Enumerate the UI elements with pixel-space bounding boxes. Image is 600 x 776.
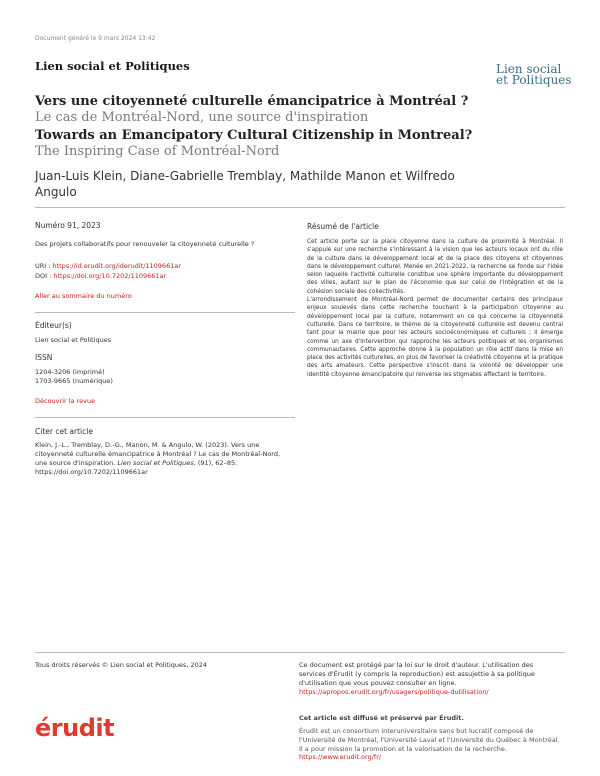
cite-label: Citer cet article <box>35 427 93 436</box>
logo-line-1: Lien social <box>496 62 562 76</box>
issn-digital: 1703-9665 (numérique) <box>35 377 113 385</box>
issue-title: Des projets collaboratifs pour renouveler la citoyenneté culturelle ? <box>35 240 255 248</box>
issue-number: Numéro 91, 2023 <box>35 221 101 230</box>
subtitle-en: The Inspiring Case of Montréal-Nord <box>35 144 280 159</box>
publisher-label: Éditeur(s) <box>35 321 72 330</box>
subtitle-fr: Le cas de Montréal-Nord, une source d'inspiration <box>35 110 369 125</box>
doi-line <box>35 272 166 281</box>
discover-link[interactable]: Découvrir la revue <box>35 397 96 405</box>
rights: Tous droits réservés © Lien social et Politiques, 2024 <box>35 661 208 669</box>
journal-logo <box>496 64 572 86</box>
uri-line <box>35 262 181 271</box>
cite-text-2: , (91), 62–85. https://doi.org/10.7202/1109661ar <box>35 459 238 476</box>
title-en: Towards an Emancipatory Cultural Citizenship in Montreal? <box>35 128 473 143</box>
cite-text-1: Klein, J.-L., Tremblay, D.-G., Manon, M. & Angulo, W. (2023). Vers une citoyenneté culturelle émancipatrice à Montréal ? Le cas de Montréal-Nord, une source d'inspiration. <box>35 441 281 467</box>
logo-line-2: et Politiques <box>496 73 572 87</box>
abstract-paragraph-2: L'arrondissement de Montréal-Nord permet de documenter certains des principaux enjeux soulevés dans cette recherche touchant à la participation citoyenne au développement local par la culture, notamment en ce qui concerne la citoyenneté culturelle. Dans ce territoire, le thème de la citoyenneté culturelle est devenu central tant pour la mairie que pour les acteurs socioéconomiques et culturels ; il émerge comme un axe d'intervention qui rapproche les acteurs politiques et les organismes communautaires. Cette approche donne à la population un rôle actif dans la mise en place des activités culturelles, en plus de favoriser la créativité citoyenne et la pratique des arts amateurs. Cette perspective s'inscrit dans la volonté de développer une identité citoyenne émancipatoire qui renverse les stigmates affectant le territoire. <box>307 297 563 378</box>
erudit-logo: érudit <box>35 714 115 742</box>
divider-top <box>35 207 565 208</box>
erudit-link[interactable]: https://www.erudit.org/fr/ <box>299 753 382 761</box>
abstract <box>307 238 563 379</box>
diffusion-text: Érudit est un consortium interuniversitaire sans but lucratif composé de l'Université de Montréal, l'Université Laval et l'Université du Québec à Montréal. Il a pour mission la promotion et la valorisation de la recherche. <box>299 727 560 753</box>
issn-print: 1204-3206 (imprimé) <box>35 368 105 376</box>
authors: Juan-Luis Klein, Diane-Gabrielle Tremblay, Mathilde Manon et Wilfredo Angulo <box>35 169 455 199</box>
issn-label: ISSN <box>35 353 53 362</box>
generated-date: Document généré le 9 mars 2024 13:42 <box>35 35 156 42</box>
publisher-name: Lien social et Politiques <box>35 336 112 344</box>
diffusion-title: Cet article est diffusé et préservé par Érudit. <box>299 714 464 722</box>
divider-footer <box>35 652 565 653</box>
uri-label: URI : <box>35 262 53 270</box>
title-fr: Vers une citoyenneté culturelle émancipatrice à Montréal ? <box>35 94 469 109</box>
doi-label: DOI : <box>35 272 54 280</box>
journal-name: Lien social et Politiques <box>35 59 190 73</box>
citation <box>35 441 287 477</box>
policy-link[interactable]: https://apropos.erudit.org/fr/usagers/politique-dutilisation/ <box>299 688 489 696</box>
abstract-label: Résumé de l'article <box>307 222 379 231</box>
copyright-notice: Ce document est protégé par la loi sur le droit d'auteur. L'utilisation des services d'Érudit (y compris la reproduction) est assujettie à sa politique d'utilisation que vous pouvez consulter en ligne. <box>299 661 535 687</box>
summary-link[interactable]: Aller au sommaire du numéro <box>35 292 132 300</box>
divider-left-2 <box>35 417 295 418</box>
divider-left-1 <box>35 312 295 313</box>
doi-link[interactable]: https://doi.org/10.7202/1109661ar <box>53 272 167 280</box>
uri-link[interactable]: https://id.erudit.org/iderudit/1109661ar <box>52 262 181 270</box>
abstract-paragraph-1: Cet article porte sur la place citoyenne dans la culture de proximité à Montréal. Il s'appuie sur une recherche s'intéressant à la vision que les acteurs locaux ont du rôle de la culture dans le développement local et de la place des citoyens et citoyennes dans le développement culturel. Menée en 2021-2022, la recherche se fonde sur l'idée selon laquelle l'activité culturelle constitue une sphère importante du développement des villes, autant sur le plan de l'économie que sur celui de l'intégration et de la cohésion sociale des collectivités. <box>307 239 563 295</box>
cite-journal: Lien social et Politiques <box>117 459 194 467</box>
